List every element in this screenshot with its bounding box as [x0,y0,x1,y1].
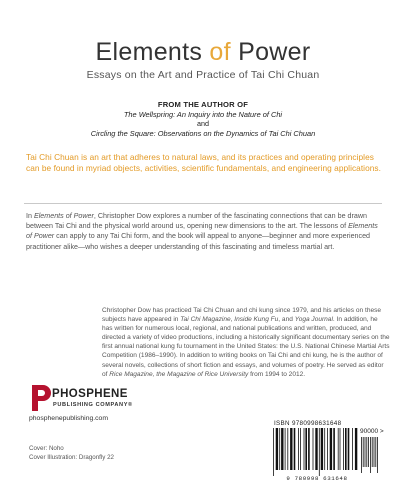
barcode-bar [340,428,341,470]
barcode-bar [355,428,357,470]
previous-book-2: Circling the Square: Observations on the Dynamics of Tai Chi Chuan [90,128,316,138]
publisher-url: phosphenepublishing.com [29,415,108,422]
barcode-bar [375,437,376,467]
previous-book-1: The Wellspring: An Inquiry into the Nature of Chi [123,109,283,119]
isbn-label: ISBN 9780998631648 [274,420,342,427]
barcode-bar [333,428,335,470]
barcode-bar [363,437,364,467]
bio-text: , [230,316,235,324]
title-part-1: Elements [95,38,210,66]
phosphene-logo-icon [29,383,53,413]
book-description [26,211,384,252]
bio-publication: Rice Magazine, the Magazine of Rice University [109,370,249,378]
barcode-bar [319,428,320,476]
book-title [0,38,406,67]
barcode-bar [305,428,307,470]
from-author-heading: FROM THE AUTHOR OF [157,100,249,109]
description-text: , Christopher Dow explores a number of the fascinating connections that can be drawn between Tai Chi and the physical world around us, opening new dimensions to the art. The lessons of [26,212,367,231]
from-the-author-block [0,100,406,138]
price-barcode-bars [360,437,386,473]
book-subtitle: Essays on the Art and Practice of Tai Chi Chuan [86,69,320,81]
price-code-suffix: > [379,428,384,435]
barcode-bar [315,428,317,470]
tagline: Tai Chi Chuan is an art that adheres to natural laws, and its practices and operating principles can be found in myriad objects, activities, scientific fundamentals, and engineering applications. [26,152,381,174]
bio-text: from 1994 to 2012. [248,370,306,378]
barcode-bar [290,428,292,470]
author-bio [102,306,390,379]
title-part-2: Power [230,38,311,66]
barcode-bar [313,428,314,470]
barcode-bar [308,428,310,470]
ean-barcode-bars [272,428,358,476]
cover-credits [29,444,114,462]
barcode-bar [352,428,353,470]
barcode-bar [279,428,280,470]
trademark-symbol: ® [128,402,133,408]
publisher-sub-text: PUBLISHING COMPANY [53,402,129,408]
bio-publication: Tai Chi Magazine [180,316,231,324]
barcode-bar [374,437,375,467]
barcode-bar [338,428,339,470]
bio-text: , and [278,316,295,324]
barcode-bar [285,428,286,470]
barcode-bar [370,437,371,473]
barcode-bar [321,428,323,470]
price-code [360,428,384,435]
description-book-title: Elements of Power [26,222,378,241]
barcode-digits: 9 780998 631648 [286,475,348,482]
barcode-bar [361,437,362,473]
barcode-bar [281,428,283,470]
barcode-bar [365,437,366,467]
divider [24,203,382,204]
barcode-bar [276,428,278,470]
barcode-bar [300,428,301,470]
barcode-bar [343,428,344,470]
barcode-bar [368,437,369,467]
bio-publication: Inside Kung Fu [234,316,279,324]
barcode-bar [345,428,347,470]
description-text: can apply to any Tai Chi form, and the book will appeal to anyone—beginner and more experienced practitioner alike—who wishes a deeper understanding of this fascinating and timeless martial art. [26,232,371,251]
barcode-bar [273,428,274,476]
illustration-credit: Cover Illustration: Dragonfly 22 [29,454,114,461]
barcode [272,428,390,484]
title-accent-word: of [209,38,231,66]
barcode-bar [372,437,373,467]
barcode-bar [304,428,305,470]
barcode-bar [287,428,288,470]
publisher-name: PHOSPHENE [52,388,128,400]
bio-publication: Yoga Journal [294,316,333,324]
barcode-bar [298,428,299,470]
bio-text: . In addition, he has written for numerous local, regional, and national publications and written, produced, and directed a variety of video productions, including a historically significant documentary series on the first annual national kung fu tournament in the United States: the U.S. National Chinese Martial Arts Competition (1986–1990). In addition to writing books on Tai Chi and chi kung, he is the author of several novels, collections of short fiction and essays, and volumes of poetry. He served as editor of [102,316,390,378]
barcode-bar [377,437,378,473]
description-text: In [26,212,34,220]
and-connector: and [197,119,209,129]
barcode-bar [330,428,332,470]
barcode-bar [294,428,296,470]
cover-credit: Cover: Noho [29,445,64,452]
barcode-bar [324,428,325,470]
barcode-bar [366,437,367,467]
barcode-bar [348,428,350,470]
bio-text: Christopher Dow has practiced Tai Chi Chuan and chi kung since 1979, and his articles on these subjects have appeared in [102,307,382,324]
description-book-title: Elements of Power [33,212,94,220]
barcode-bar [327,428,328,470]
publisher-subtitle [53,402,133,408]
price-code-digits: 90000 [360,428,379,435]
